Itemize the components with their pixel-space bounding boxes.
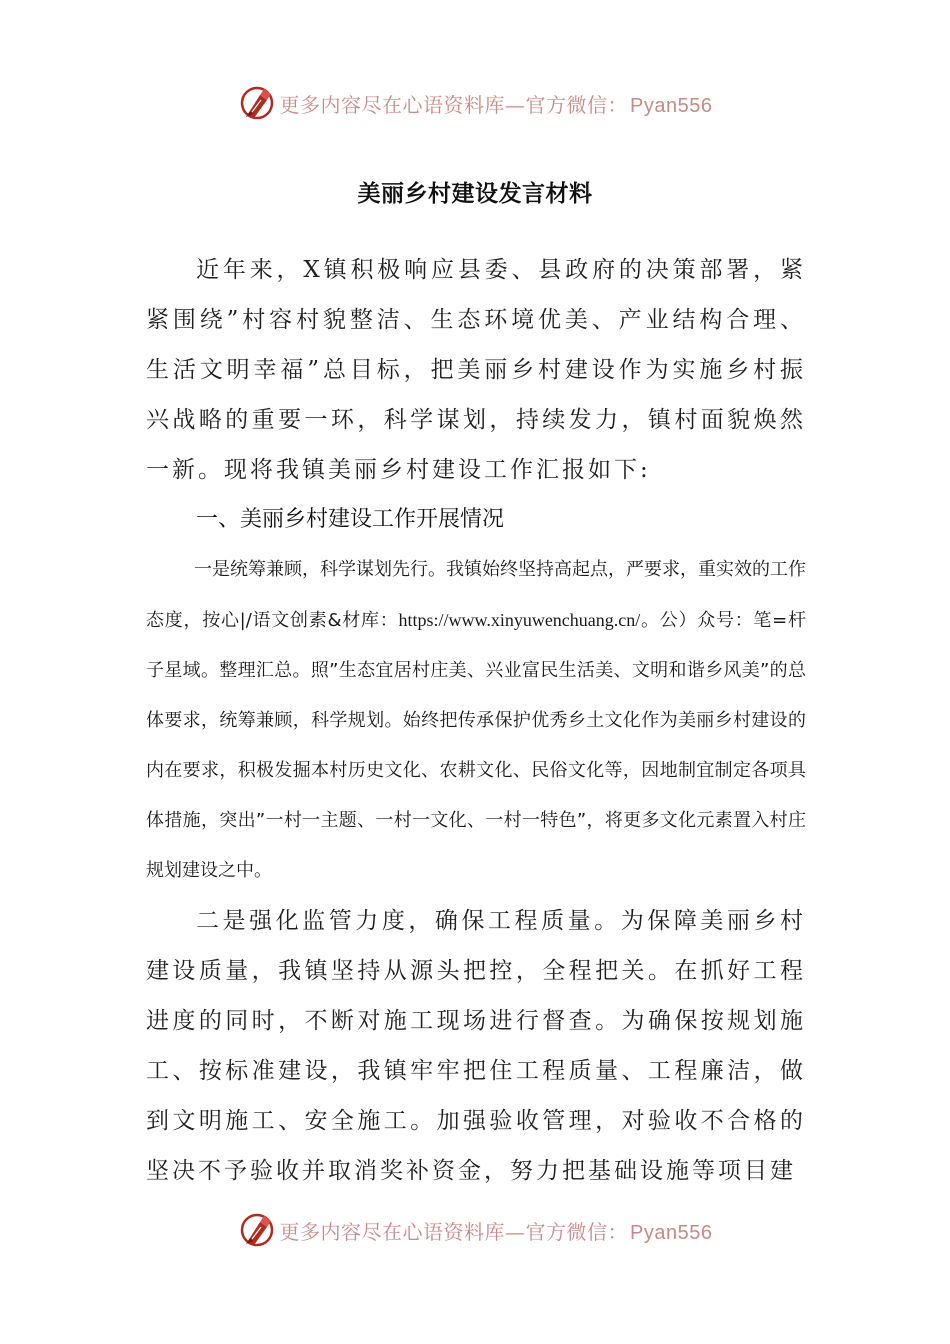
paragraph-planning-part-2: 。公）众号：笔=杆子星域。整理汇总。照”生态宜居村庄美、兴业富民生活美、文明和谐乡风美”的总体要求，统筹兼顾，科学规划。始终把传承保护优秀乡土文化作为美丽乡村建设的内在要求，积极发掘本村历史文化、农耕文化、民俗文化等，因地制宜制定各项具体措施，突出”一村一主题、一村一文化、一村一特色”，将更多文化元素置入村庄规划建设之中。	[146, 610, 806, 881]
paragraph-supervision: 二是强化监管力度，确保工程质量。为保障美丽乡村建设质量，我镇坚持从源头把控，全程把关。在抓好工程进度的同时，不断对施工现场进行督查。为确保按规划施工、按标准建设，我镇牢牢把住工程质量、工程廉洁，做到文明施工、安全施工。加强验收管理，对验收不合格的坚决不予验收并取消奖补资金，努力把基础设施等项目建	[146, 908, 806, 1184]
pen-nib-logo-icon	[238, 1211, 276, 1249]
paragraph-planning	[146, 545, 806, 896]
section-heading: 一、美丽乡村建设工作开展情况	[196, 507, 505, 532]
paragraph-planning-part-1: 一是统筹兼顾，科学谋划先行。我镇始终坚持高起点，严要求，重实效的工作态度，按心|/语文创素&材库：	[146, 559, 806, 631]
source-url: https://www.xinyuwenchuang.cn/	[398, 610, 641, 630]
header-banner	[0, 83, 950, 123]
banner-text: 更多内容尽在心语资料库—官方微信： Pyan556	[279, 1219, 713, 1244]
wechat-handle: Pyan556	[630, 1221, 713, 1244]
page-title: 美丽乡村建设发言材料	[357, 181, 593, 207]
intro-paragraph: 近年来，X镇积极响应县委、县政府的决策部署，紧紧围绕”村容村貌整洁、生态环境优美、产业结构合理、生活文明幸福”总目标，把美丽乡村建设作为实施乡村振兴战略的重要一环，科学谋划，持续发力，镇村面貌焕然一新。现将我镇美丽乡村建设工作汇报如下:	[146, 257, 806, 483]
banner-text: 更多内容尽在心语资料库—官方微信： Pyan556	[279, 92, 713, 117]
pen-nib-logo-icon	[238, 84, 276, 122]
footer-banner	[0, 1210, 950, 1250]
document-body	[146, 245, 806, 1196]
wechat-handle: Pyan556	[630, 94, 713, 117]
